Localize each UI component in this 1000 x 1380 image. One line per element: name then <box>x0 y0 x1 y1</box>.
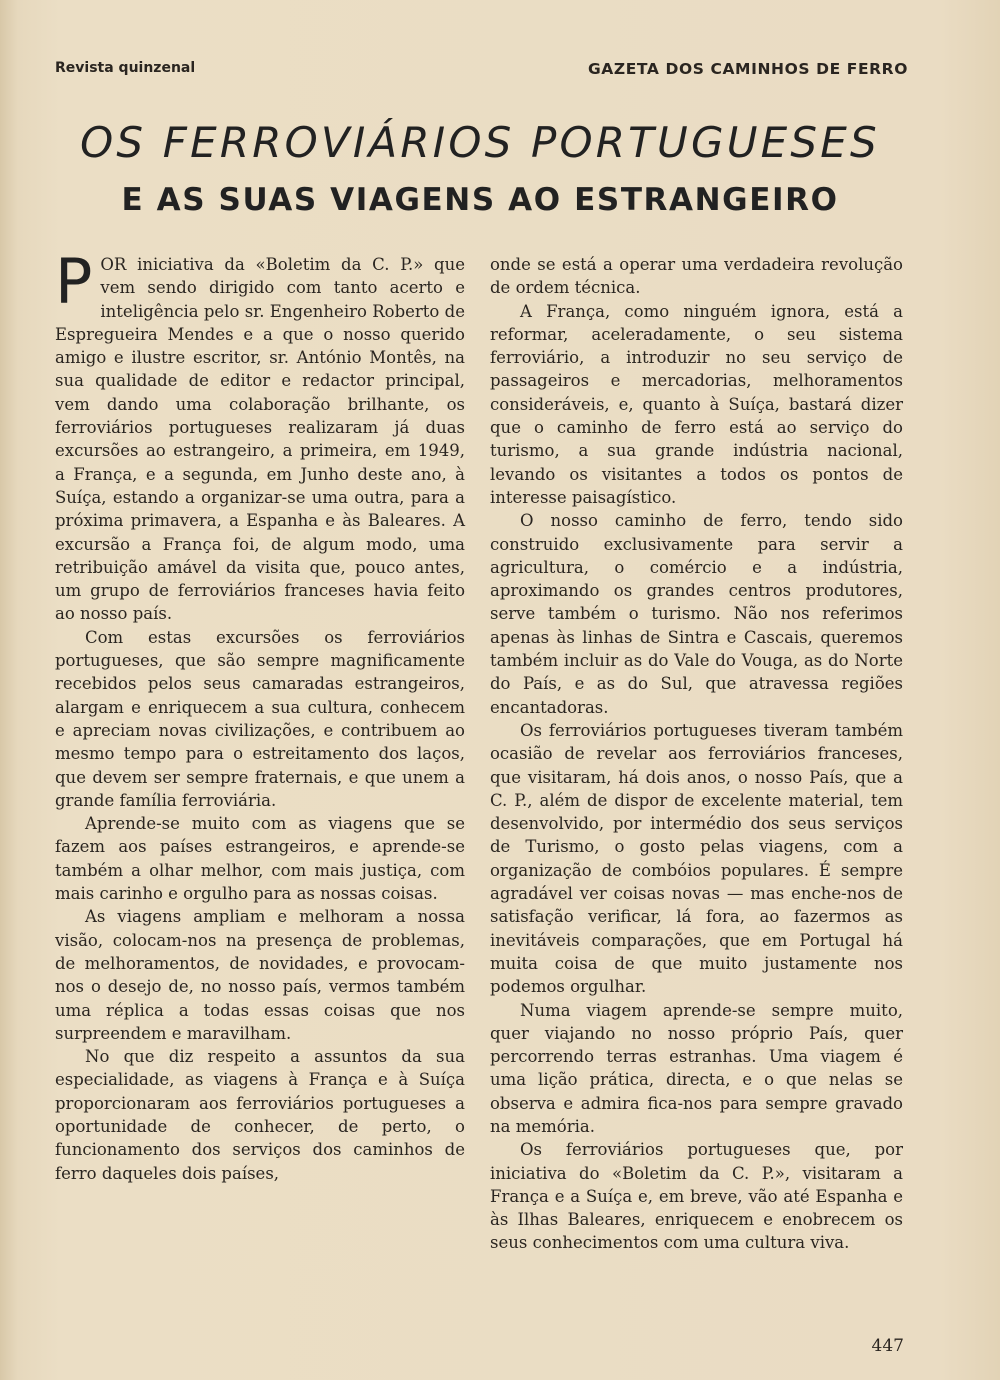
paragraph: A França, como ninguém ignora, está a reformar, aceleradamente, o seu sistema ferroviário, a introduzir no seu serviço de passageiros e mercadorias, melhoramentos consideráveis, e, quanto à Suíça, bastará dizer que o caminho de ferro está ao serviço do turismo, a sua grande indústria nacional, levando os visitantes a todos os pontos de interesse paisagístico. <box>490 301 903 507</box>
paragraph-text: iniciativa da «Boletim da C. P.» que vem sendo dirigido com tanto acerto e inteligência pelo sr. Engenheiro Roberto de Espregueira Mendes e a que o nosso querido amigo e ilustre escritor, sr. António Montês, na sua qualidade de editor e redactor principal, vem dando uma colaboração brilhante, os ferroviários portugueses realizaram já duas excursões ao estrangeiro, a primeira, em 1949, a França, e a segunda, em Junho deste ano, à Suíça, estando a organizar-se uma outra, para a próxima primavera, a Espanha e às Baleares. A excursão a França foi, de algum modo, uma retribuição amável da visita que, pouco antes, um grupo de ferroviários franceses havia feito ao nosso país. <box>55 255 465 624</box>
page-number: 447 <box>871 1336 904 1356</box>
text-column-left <box>55 245 465 1185</box>
paragraph: Os ferroviários portugueses tiveram também ocasião de revelar aos ferroviários franceses, que visitaram, há dois anos, o nosso País, que a C. P., além de dispor de excelente material, tem desenvolvido, por intermédio dos seus serviços de Turismo, o gosto pelas viagens, com a organização de combóios populares. É sempre agradável ver coisas novas — mas enche-nos de satisfação verificar, lá fora, ao fazermos as inevitáveis comparações, que em Portugal há muita coisa de que muito justamente nos podemos orgulhar. <box>490 720 903 997</box>
paragraph: As viagens ampliam e melhoram a nossa visão, colocam-nos na presença de problemas, de melhoramentos, de novidades, e provocam-nos o desejo de, no nosso país, vermos também uma réplica a todas essas coisas que nos surpreendem e maravilham. <box>55 907 465 1043</box>
paragraph: onde se está a operar uma verdadeira revolução de ordem técnica. <box>490 255 903 298</box>
drop-cap: P <box>55 245 93 318</box>
running-header-right: GAZETA DOS CAMINHOS DE FERRO <box>587 60 908 78</box>
text-column-right <box>490 253 903 1255</box>
paragraph: Aprende-se muito com as viagens que se fazem aos países estrangeiros, e aprende-se também a olhar melhor, com mais justiça, com mais carinho e orgulho para as nossas coisas. <box>55 814 465 904</box>
running-header-left: Revista quinzenal <box>55 60 196 76</box>
paragraph: No que diz respeito a assuntos da sua especialidade, as viagens à França e à Suíça proporcionaram aos ferroviários portugueses a oportunidade de conhecer, de perto, o funcionamento dos serviços dos caminhos de ferro daqueles dois países, <box>55 1047 465 1183</box>
paragraph: Com estas excursões os ferroviários portugueses, que são sempre magnificamente recebidos pelos seus camaradas estrangeiros, alargam e enriquecem a sua cultura, conhecem e apreciam novas civilizações, e contribuem ao mesmo tempo para o estreitamento dos laços, que devem ser sempre fraternais, e que unem a grande família ferroviária. <box>55 627 465 810</box>
paragraph: Os ferroviários portugueses que, por iniciativa do «Boletim da C. P.», visitaram a França e a Suíça e, em breve, vão até Espanha e às Ilhas Baleares, enriquecem e enobrecem os seus conhecimentos com uma cultura viva. <box>490 1140 903 1253</box>
article-title: OS FERROVIÁRIOS PORTUGUESES <box>80 118 880 167</box>
article-subtitle: E AS SUAS VIAGENS AO ESTRANGEIRO <box>121 182 839 218</box>
paragraph: O nosso caminho de ferro, tendo sido construido exclusivamente para servir a agricultura, o comércio e a indústria, aproximando os grandes centros produtores, serve também o turismo. Não nos referimos apenas às linhas de Sintra e Cascais, queremos também incluir as do Vale do Vouga, as do Norte do País, e as do Sul, que atravessa regiões encantadoras. <box>490 511 903 717</box>
first-word: OR <box>100 255 127 274</box>
paragraph <box>55 245 465 626</box>
paragraph: Numa viagem aprende-se sempre muito, quer viajando no nosso próprio País, quer percorrendo terras estranhas. Uma viagem é uma lição prática, directa, e o que nelas se observa e admira fica-nos para sempre gravado na memória. <box>490 1000 903 1136</box>
